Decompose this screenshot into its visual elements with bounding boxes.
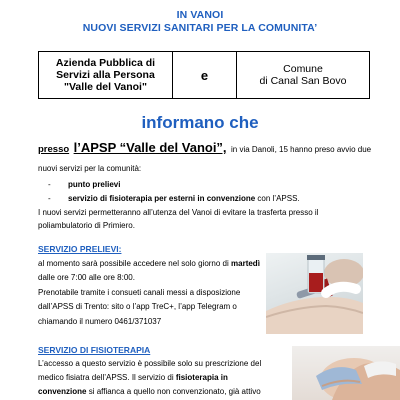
fisio-line-3b: si affianca a quello non convenzionato, già attivo (88, 387, 261, 396)
intro-line-2: nuovi servizi per la comunità: (38, 164, 142, 173)
header-table (38, 51, 370, 99)
title-line-1: IN VANOI (176, 9, 224, 21)
list-item-fisio-bold: servizio di fisioterapia per esterni in convenzione (68, 194, 256, 203)
list-item-fisioterapia: - servizio di fisioterapia per esterni in convenzione con l’APSS. (48, 194, 300, 203)
prelievi-line-1b: martedì (231, 259, 260, 268)
paragraph-line-1: I nuovi servizi permetteranno all’utenza del Vanoi di evitare la trasferta presso il (38, 208, 319, 217)
intro-line (38, 139, 398, 157)
list-item-fisio-rest: con l’APSS. (257, 194, 300, 203)
intro-apsp: l’APSP “Valle del Vanoi”, (73, 140, 227, 155)
list-item-prelievi-text: punto prelievi (68, 180, 121, 189)
paragraph-line-2: poliambulatorio di Primiero. (38, 221, 135, 230)
intro-presso: presso (38, 144, 70, 155)
fisio-line-2 (38, 373, 228, 383)
title-line-2: NUOVI SERVIZI SANITARI PER LA COMUNITA’ (82, 22, 318, 34)
fisioterapia-title: SERVIZIO DI FISIOTERAPIA (38, 345, 151, 355)
prelievi-line-5: chiamando il numero 0461/371037 (38, 317, 162, 326)
fisio-line-3a: convenzione (38, 387, 87, 396)
prelievi-title: SERVIZIO PRELIEVI: (38, 244, 122, 254)
prelievi-line-1a: al momento sarà possibile accedere nel solo giorno di (38, 259, 229, 268)
prelievi-line-3: Prenotabile tramite i consueti canali messi a disposizione (38, 288, 241, 297)
fisio-line-1: L’accesso a questo servizio è possibile solo su prescrizione del (38, 359, 262, 368)
physiotherapy-photo (292, 346, 400, 400)
fisio-line-2a: medico fisiatra dell’APSS. Il servizio di (38, 373, 174, 382)
fisio-line-2b: fisioterapia in (175, 373, 228, 382)
prelievi-line-2: dalle ore 7:00 alle ore 8:00. (38, 273, 135, 282)
table-cell-e: e (173, 52, 237, 98)
table-cell-comune (237, 52, 369, 98)
blood-draw-illustration (266, 253, 363, 334)
intro-rest: in via Danoli, 15 hanno preso avvio due (231, 145, 372, 154)
blood-draw-photo (266, 253, 363, 334)
table-comune-line2: di Canal San Bovo (259, 75, 347, 87)
prelievi-line-1 (38, 259, 260, 269)
fisio-line-3 (38, 387, 261, 397)
physiotherapy-illustration (292, 346, 400, 400)
list-item-prelievi: - punto prelievi (48, 180, 121, 189)
table-comune-line1: Comune (283, 63, 323, 75)
informano-heading: informano che (141, 113, 259, 132)
table-cell-azienda: Azienda Pubblica di Servizi alla Persona "Valle del Vanoi" (39, 52, 173, 98)
prelievi-line-4: dall’APSS di Trento: sito o l’app TreC+, l’app Telegram o (38, 302, 237, 311)
